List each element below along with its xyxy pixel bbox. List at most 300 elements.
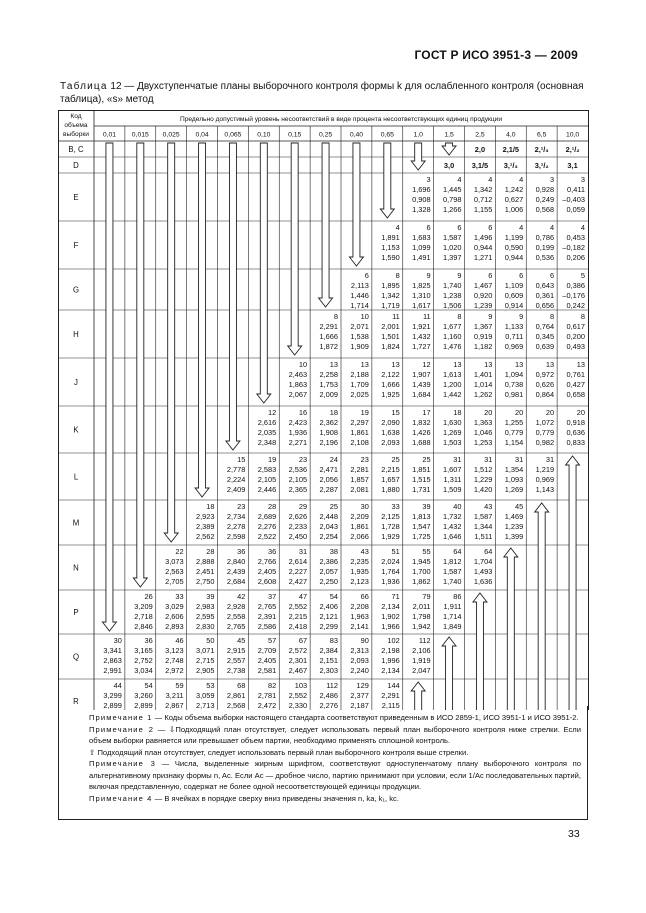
plan-constant: 1,014: [473, 380, 493, 389]
plan-constant: 2,765: [257, 602, 277, 611]
plan-constant: 1,851: [412, 465, 431, 474]
plan-constant: 1,344: [473, 522, 493, 531]
plan-constant: 1,590: [381, 253, 400, 262]
plan-constant: 2,105: [257, 475, 277, 484]
sample-size-n: 11: [392, 312, 400, 321]
sample-size-n: 9: [426, 271, 431, 280]
plan-constant: 1,401: [473, 370, 493, 379]
plan-constant: 1,636: [473, 577, 493, 586]
sample-size-n: 13: [453, 360, 462, 369]
plan-constant: 1,006: [504, 205, 524, 214]
plan-constant: 1,496: [473, 233, 493, 242]
sample-size-n: 22: [175, 547, 184, 556]
code-header-text: выборки: [63, 131, 89, 138]
sample-size-n: 4: [550, 223, 555, 232]
sample-size-n: 4: [395, 223, 400, 232]
sample-size-n: 31: [515, 455, 524, 464]
plan-constant: 2,348: [257, 438, 277, 447]
plan-constant: 2,299: [319, 622, 338, 631]
plan-constant: 2,626: [288, 512, 308, 521]
sample-size-n: 9: [488, 312, 493, 321]
plan-constant: 0,345: [535, 332, 555, 341]
plan-constant: 0,711: [505, 332, 524, 341]
plan-constant: 2,705: [165, 577, 184, 586]
plan-constant: 2,057: [319, 567, 338, 576]
plan-constant: 0,386: [566, 281, 585, 290]
single-plan-value: 2,¹/₃: [534, 145, 549, 154]
sample-size-n: 43: [360, 547, 369, 556]
plan-constant: 1,753: [319, 380, 338, 389]
plan-constant: 1,825: [412, 281, 431, 290]
plan-constant: 1,154: [504, 438, 524, 447]
plan-constant: 1,200: [443, 380, 462, 389]
plan-constant: 1,271: [473, 253, 493, 262]
plan-constant: 2,778: [226, 465, 246, 474]
plan-constant: 1,238: [443, 291, 462, 300]
plan-constant: 0,944: [473, 243, 493, 252]
plan-constant: 0,798: [443, 195, 462, 204]
plan-constant: 1,094: [504, 370, 524, 379]
plan-constant: 3,211: [165, 691, 184, 700]
plan-constant: 2,471: [319, 465, 338, 474]
row-code: E: [73, 193, 79, 202]
plan-constant: 0,568: [535, 205, 555, 214]
plan-constant: 2,409: [226, 485, 246, 494]
plan-constant: 1,613: [443, 370, 462, 379]
plan-constant: 2,254: [319, 532, 338, 541]
sample-size-n: 31: [545, 455, 555, 464]
plan-constant: 2,583: [257, 465, 277, 474]
plan-constant: 1,093: [504, 475, 524, 484]
plan-constant: 2,522: [257, 532, 277, 541]
plan-constant: 2,209: [350, 512, 369, 521]
plan-constant: 1,255: [504, 418, 524, 427]
plan-constant: 1,911: [443, 602, 462, 611]
plan-constant: 0,643: [535, 281, 555, 290]
plan-constant: 1,872: [319, 342, 338, 351]
plan-constant: 2,448: [319, 512, 338, 521]
row-code: K: [73, 425, 79, 435]
sample-size-n: 4: [457, 175, 462, 184]
single-plan-value: 3,0: [443, 161, 455, 170]
plan-constant: 3,165: [134, 646, 153, 655]
plan-constant: 2,122: [381, 370, 400, 379]
plan-constant: 1,936: [381, 577, 400, 586]
plan-constant: 1,657: [381, 475, 400, 484]
plan-constant: 0,656: [535, 301, 555, 310]
plan-constant: 3,059: [196, 691, 215, 700]
plan-constant: 1,666: [319, 332, 338, 341]
plan-constant: 2,562: [196, 532, 215, 541]
plan-constant: 2,928: [226, 602, 246, 611]
plan-constant: 1,328: [412, 205, 431, 214]
plan-constant: 2,734: [226, 512, 246, 521]
plan-constant: 1,046: [473, 428, 493, 437]
plan-constant: 0,427: [566, 380, 585, 389]
sample-size-n: 36: [144, 636, 153, 645]
plan-constant: 1,242: [504, 185, 524, 194]
plan-constant: 1,515: [412, 475, 431, 484]
sample-size-n: 13: [545, 360, 555, 369]
plan-constant: 0,786: [535, 233, 555, 242]
sample-size-n: 36: [268, 547, 277, 556]
plan-constant: 2,899: [103, 701, 122, 710]
plan-constant: –0,176: [562, 291, 585, 300]
plan-constant: 0,764: [535, 322, 555, 331]
sample-size-n: 23: [360, 455, 369, 464]
sample-size-n: 4: [580, 223, 585, 232]
plan-constant: 3,299: [103, 691, 122, 700]
plan-constant: 1,143: [535, 485, 555, 494]
plan-constant: 1,262: [473, 390, 493, 399]
plan-constant: 2,240: [350, 666, 369, 675]
plan-constant: 2,595: [196, 612, 215, 621]
row-code: L: [73, 472, 79, 482]
aql-header-text: Предельно допустимый уровень несоответствий в виде процента несоответствующих единиц продукции: [179, 116, 503, 123]
plan-constant: 2,467: [288, 666, 308, 675]
plan-constant: 1,764: [381, 567, 400, 576]
plan-constant: 1,239: [504, 522, 524, 531]
plan-constant: 2,377: [350, 691, 369, 700]
sample-size-n: 15: [391, 408, 400, 417]
plan-constant: 2,389: [196, 522, 215, 531]
plan-constant: 1,813: [412, 512, 431, 521]
plan-constant: 1,311: [443, 475, 462, 484]
plan-constant: 2,568: [226, 701, 246, 710]
note-3-text: — Числа, выделенные жирным шрифтом, соответствуют одноступенчатому плану выборочного контроля по альтернативному признаку формы n, Ac. Если Ac — дробное число, партию принимают при условии, если 1/Ac последовательных партий, включая представленную, содержат не более одной несоответствующей единицы продукции.: [89, 759, 581, 791]
plan-constant: 0,779: [535, 428, 555, 437]
plan-constant: 0,779: [504, 428, 524, 437]
plan-constant: 1,925: [381, 390, 400, 399]
plan-constant: 2,558: [226, 612, 246, 621]
plan-constant: 2,134: [381, 666, 400, 675]
note-1-text: — Коды объема выборки настоящего стандарта соответствуют приведенным в ИСО 2859-1, ИСО 3951-1 и ИСО 3951-2.: [152, 713, 579, 722]
plan-constant: 2,134: [381, 602, 400, 611]
plan-constant: 1,895: [381, 281, 400, 290]
sample-size-n: 82: [268, 681, 277, 690]
plan-constant: 0,864: [535, 390, 555, 399]
plan-constant: 2,405: [257, 656, 277, 665]
sample-size-n: 5: [580, 271, 585, 280]
plan-constant: 2,188: [350, 370, 369, 379]
plan-constant: 2,106: [412, 646, 431, 655]
plan-constant: 0,914: [504, 301, 524, 310]
aql-value-2: 0,025: [162, 131, 180, 139]
plan-constant: 1,907: [412, 370, 431, 379]
plan-constant: 2,066: [350, 532, 369, 541]
plan-constant: 1,420: [473, 485, 493, 494]
plan-constant: 1,432: [443, 522, 462, 531]
plan-constant: 1,880: [381, 485, 400, 494]
sample-size-n: 67: [298, 636, 308, 645]
sample-size-n: 26: [144, 592, 153, 601]
plan-constant: 1,862: [412, 577, 431, 586]
plan-constant: 1,902: [381, 612, 400, 621]
plan-constant: 2,198: [381, 646, 400, 655]
plan-constant: 2,888: [196, 557, 215, 566]
sample-size-n: 24: [329, 455, 338, 464]
plan-constant: 2,972: [165, 666, 184, 675]
sample-size-n: 20: [545, 408, 555, 417]
sample-size-n: 54: [144, 681, 153, 690]
plan-constant: 2,056: [319, 475, 338, 484]
sample-size-n: 54: [329, 592, 338, 601]
up-arrow-col-13: [504, 548, 518, 710]
plan-constant: 2,684: [226, 577, 246, 586]
plan-constant: 1,253: [473, 438, 493, 447]
plan-constant: 1,684: [412, 390, 431, 399]
sample-size-n: 112: [418, 636, 431, 645]
plan-constant: 2,313: [350, 646, 369, 655]
plan-constant: 2,616: [257, 418, 277, 427]
plan-constant: 2,093: [350, 656, 369, 665]
sample-size-n: 47: [298, 592, 308, 601]
down-arrow-col-2: [164, 143, 178, 542]
plan-constant: 2,215: [381, 465, 400, 474]
plan-constant: 2,105: [288, 475, 308, 484]
plan-constant: 2,991: [103, 666, 122, 675]
plan-constant: 2,765: [226, 622, 246, 631]
plan-constant: 3,123: [165, 646, 184, 655]
aql-value-12: 2,5: [475, 131, 485, 139]
up-arrow-col-12: [473, 593, 487, 710]
plan-constant: 0,969: [535, 475, 555, 484]
sample-size-n: 18: [329, 408, 338, 417]
note-4: [63, 793, 581, 805]
plan-constant: 1,942: [412, 622, 431, 631]
sample-size-n: 19: [268, 455, 277, 464]
plan-constant: 3,034: [134, 666, 153, 675]
plan-constant: 2,035: [257, 428, 277, 437]
plan-constant: 1,929: [381, 532, 400, 541]
sample-size-n: 8: [395, 271, 400, 280]
plan-constant: 1,725: [412, 532, 431, 541]
row-code: P: [73, 608, 79, 617]
sample-size-n: 15: [237, 455, 246, 464]
plan-constant: 2,563: [165, 567, 184, 576]
plan-constant: 2,047: [412, 666, 431, 675]
down-arrow-col-5: [257, 143, 271, 403]
plan-constant: 1,199: [504, 233, 524, 242]
plan-constant: 2,303: [319, 666, 338, 675]
plan-constant: 2,439: [226, 567, 246, 576]
plan-constant: 0,712: [473, 195, 493, 204]
code-header-text: объема: [64, 122, 88, 129]
sample-size-n: 144: [387, 681, 400, 690]
plan-constant: 1,160: [443, 332, 462, 341]
plan-constant: 2,151: [319, 656, 338, 665]
sample-size-n: 8: [333, 312, 338, 321]
sample-size-n: 45: [237, 636, 246, 645]
plan-constant: 1,728: [381, 522, 400, 531]
plan-constant: 2,738: [226, 666, 246, 675]
note-4-text: — В ячейках в порядке сверху вниз приведены значения n, kа, k₁, kс.: [152, 793, 399, 803]
plan-constant: 0,982: [535, 438, 555, 447]
plan-constant: 2,863: [103, 656, 122, 665]
aql-value-11: 1,5: [444, 131, 454, 139]
plan-constant: 1,638: [381, 428, 400, 437]
sample-size-n: 8: [550, 312, 555, 321]
plan-constant: 1,945: [412, 557, 431, 566]
aql-value-1: 0,015: [131, 131, 149, 139]
plan-constant: 1,908: [319, 428, 338, 437]
plan-constant: 2,291: [319, 322, 338, 331]
sample-size-n: 4: [519, 223, 524, 232]
plan-constant: 2,235: [350, 557, 369, 566]
aql-value-14: 6,5: [536, 131, 547, 139]
plan-constant: 2,709: [257, 646, 277, 655]
plan-constant: 2,384: [319, 646, 338, 655]
down-arrow-col-4: [226, 143, 240, 450]
plan-constant: 2,278: [226, 522, 246, 531]
plan-constant: 2,715: [196, 656, 215, 665]
plan-constant: 2,750: [196, 577, 215, 586]
plan-constant: 2,557: [226, 656, 246, 665]
sample-size-n: 3: [580, 175, 585, 184]
sampling-plan-table: [58, 110, 590, 710]
sample-size-n: 20: [484, 408, 493, 417]
plan-constant: 1,269: [443, 428, 462, 437]
sample-size-n: 4: [488, 175, 493, 184]
plan-constant: 3,029: [165, 602, 184, 611]
plan-constant: 1,445: [443, 185, 462, 194]
plan-constant: 1,099: [412, 243, 431, 252]
single-plan-value: 2,1/5: [502, 145, 520, 154]
plan-constant: 2,276: [257, 522, 277, 531]
plan-constant: 1,891: [381, 233, 400, 242]
plan-constant: 1,397: [443, 253, 462, 262]
plan-constant: 0,944: [504, 253, 524, 262]
plan-constant: 1,731: [412, 485, 431, 494]
sample-size-n: 31: [453, 455, 462, 464]
sample-size-n: 16: [298, 408, 308, 417]
plan-constant: 0,833: [566, 438, 585, 447]
plan-constant: 1,849: [443, 622, 462, 631]
sample-size-n: 40: [453, 502, 462, 511]
plan-constant: 1,503: [443, 438, 462, 447]
plan-constant: 2,423: [288, 418, 308, 427]
plan-constant: 2,689: [257, 512, 277, 521]
sample-size-n: 79: [422, 592, 431, 601]
plan-constant: 1,732: [443, 512, 462, 521]
plan-constant: 2,572: [288, 646, 308, 655]
row-code: F: [73, 241, 79, 250]
plan-constant: 2,905: [196, 666, 215, 675]
plan-constant: 1,182: [473, 342, 493, 351]
sample-size-n: 66: [360, 592, 369, 601]
plan-constant: 1,935: [350, 567, 369, 576]
sample-size-n: 39: [206, 592, 215, 601]
down-arrow-col-0: [102, 143, 116, 631]
plan-constant: 3,073: [165, 557, 184, 566]
sample-size-n: 8: [580, 312, 585, 321]
plan-constant: 1,439: [412, 380, 431, 389]
sample-size-n: 6: [364, 271, 369, 280]
plan-constant: 1,547: [412, 522, 431, 531]
sample-size-n: 57: [268, 636, 277, 645]
sample-size-n: 30: [360, 502, 369, 511]
row-code: J: [74, 378, 78, 387]
plan-constant: 0,590: [504, 243, 524, 252]
down-arrow-col-7: [319, 143, 333, 307]
plan-constant: 2,108: [350, 438, 369, 447]
plan-constant: 2,446: [257, 485, 277, 494]
plan-constant: 2,141: [350, 622, 369, 631]
plan-constant: 2,250: [319, 577, 338, 586]
row-code: D: [73, 161, 79, 170]
plan-constant: 0,639: [535, 342, 555, 351]
plan-constant: 0,969: [504, 342, 524, 351]
plan-constant: 0,453: [566, 233, 585, 242]
plan-constant: 1,587: [443, 233, 462, 242]
plan-constant: 1,109: [504, 281, 524, 290]
plan-constant: –0,403: [562, 195, 585, 204]
plan-constant: 1,666: [381, 380, 400, 389]
sample-size-n: 12: [422, 360, 431, 369]
plan-constant: 1,740: [443, 281, 462, 290]
plan-constant: 1,342: [381, 291, 400, 300]
plan-constant: 1,133: [504, 322, 524, 331]
plan-constant: 2,125: [381, 512, 400, 521]
plan-constant: 2,208: [350, 602, 369, 611]
sample-size-n: 23: [298, 455, 308, 464]
plan-constant: 2,024: [381, 557, 400, 566]
plan-constant: 0,919: [473, 332, 493, 341]
plan-constant: 2,271: [288, 438, 308, 447]
sample-size-n: 55: [422, 547, 431, 556]
plan-constant: 2,009: [319, 390, 338, 399]
single-plan-value: 3,1: [567, 161, 578, 170]
plan-constant: 1,587: [443, 567, 462, 576]
plan-constant: 2,043: [319, 522, 338, 531]
note-2-text: — ⇩Подходящий план отсутствует, следует использовать первый план выборочного контроля ниже стрелки. Если объем выборки равняется или превышает объем партии, необходимо применять сплошной контроль.: [89, 724, 581, 745]
plan-constant: 2,472: [257, 701, 277, 710]
down-arrow-col-1: [133, 143, 147, 587]
plan-constant: 1,617: [412, 301, 431, 310]
plan-constant: 2,450: [288, 532, 308, 541]
plan-constant: 1,239: [473, 301, 493, 310]
plan-constant: 1,442: [443, 390, 462, 399]
plan-constant: 1,367: [473, 322, 493, 331]
plan-constant: 2,365: [288, 485, 308, 494]
plan-constant: 1,020: [443, 243, 462, 252]
sample-size-n: 13: [329, 360, 338, 369]
plan-constant: 0,536: [535, 253, 555, 262]
single-plan-value: 3,1/5: [471, 161, 489, 170]
aql-value-0: 0,01: [102, 131, 117, 139]
plan-constant: 0,249: [535, 195, 555, 204]
plan-constant: 0,918: [566, 418, 585, 427]
plan-constant: 1,607: [443, 465, 462, 474]
plan-constant: 2,899: [134, 701, 153, 710]
plan-constant: 1,714: [443, 612, 462, 621]
plan-constant: 1,832: [412, 418, 431, 427]
sample-size-n: 36: [237, 547, 246, 556]
plan-constant: 2,081: [350, 485, 369, 494]
sample-size-n: 3: [550, 175, 555, 184]
down-arrow-short: [442, 143, 456, 155]
plan-constant: 2,123: [350, 577, 369, 586]
plan-constant: 1,696: [412, 185, 431, 194]
plan-constant: 0,242: [566, 301, 585, 310]
aql-value-4: 0,065: [224, 131, 242, 139]
aql-value-8: 0,40: [349, 131, 364, 139]
sample-size-n: 43: [484, 502, 493, 511]
down-arrow-col-6: [288, 143, 302, 355]
plan-constant: 1,399: [504, 532, 524, 541]
plan-constant: 1,966: [381, 622, 400, 631]
plan-constant: 2,187: [350, 701, 369, 710]
